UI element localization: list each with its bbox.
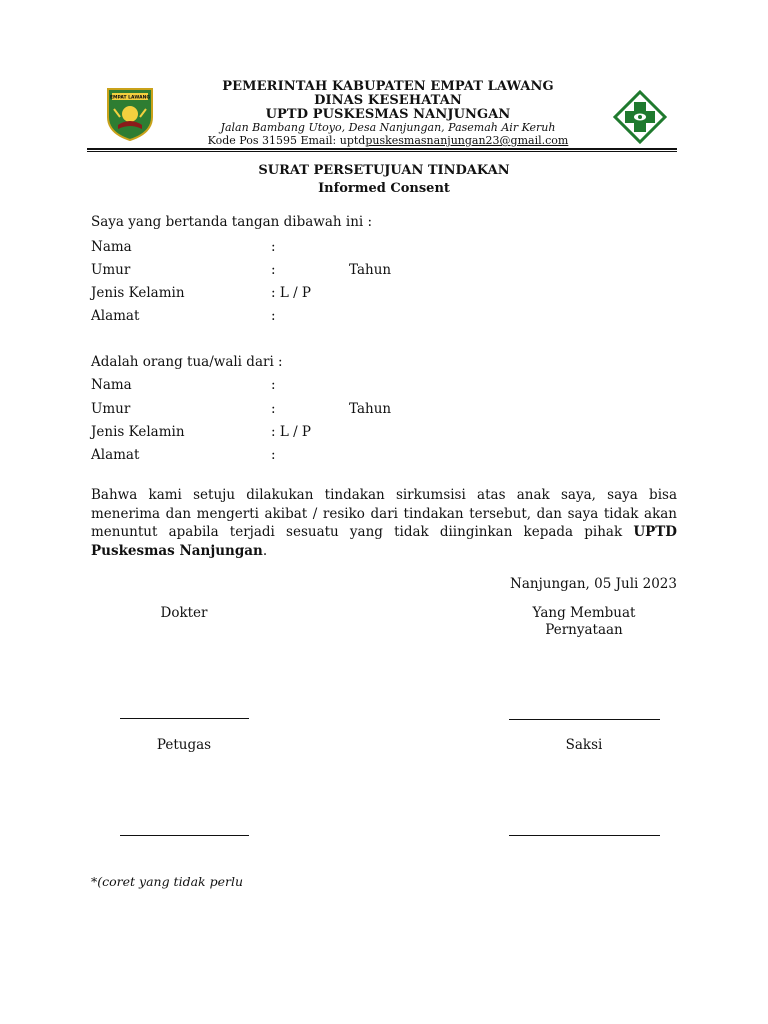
field-unit: Tahun [349, 262, 392, 278]
field-colon: : L / P [271, 285, 312, 301]
field-unit: Tahun [349, 401, 392, 417]
witness-signature-line [509, 835, 660, 836]
field-colon: : [271, 308, 276, 324]
regency-emblem-icon [106, 87, 154, 141]
signature-doctor-label: Dokter [160, 605, 208, 621]
postal-text: Kode Pos 31595 Email: uptd [207, 134, 366, 147]
field-label: Umur [91, 401, 131, 417]
footnote: *(coret yang tidak perlu [91, 874, 244, 889]
field-label: Alamat [91, 447, 140, 463]
doctor-signature-line [120, 718, 249, 719]
emblem-text: EMPAT LAWANG [109, 95, 151, 101]
field-label: Jenis Kelamin [91, 285, 185, 301]
field-label: Jenis Kelamin [91, 424, 185, 440]
signature-witness-label: Saksi [565, 737, 603, 753]
statement-text: Bahwa kami setuju dilakukan tindakan sirkumsisi atas anak saya, saya bisa menerima dan mengerti akibat / resiko dari tindakan tersebut, dan saya tidak akan menuntut apabila terjadi sesuatu yang tidak diinginkan kepada pihak [91, 487, 677, 540]
place-date: Nanjungan, 05 Juli 2023 [510, 576, 677, 592]
statement-end: . [262, 542, 268, 559]
signature-maker-label [504, 605, 664, 638]
statement-institution: UPTD Puskesmas Nanjungan [91, 524, 677, 559]
letterhead-contact [150, 134, 626, 147]
field-colon: : [271, 447, 276, 463]
maker-signature-line [509, 719, 660, 720]
signature-officer-label: Petugas [156, 737, 212, 753]
section1-intro: Saya yang bertanda tangan dibawah ini : [91, 214, 373, 230]
letterhead-rule-thin [87, 151, 677, 152]
field-colon: : [271, 401, 276, 417]
document-title: SURAT PERSETUJUAN TINDAKAN [258, 163, 510, 178]
letterhead-rule [87, 148, 677, 150]
field-colon: : L / P [271, 424, 312, 440]
field-label: Nama [91, 239, 132, 255]
field-colon: : [271, 262, 276, 278]
consent-statement [91, 486, 677, 560]
field-label: Umur [91, 262, 131, 278]
document-subtitle: Informed Consent [318, 181, 450, 196]
maker-line2: Pernyataan [545, 621, 623, 638]
field-label: Alamat [91, 308, 140, 324]
field-label: Nama [91, 377, 132, 393]
officer-signature-line [120, 835, 249, 836]
letterhead-department: DINAS KESEHATAN [314, 93, 462, 108]
letterhead-institution: UPTD PUSKESMAS NANJUNGAN [265, 107, 511, 122]
maker-line1: Yang Membuat [532, 605, 636, 621]
letterhead-address: Jalan Bambang Utoyo, Desa Nanjungan, Pasemah Air Keruh [220, 121, 556, 134]
field-colon: : [271, 377, 276, 393]
letterhead-government: PEMERINTAH KABUPATEN EMPAT LAWANG [222, 79, 554, 94]
email-link[interactable]: puskesmasnanjungan23@gmail.com [365, 134, 569, 147]
section2-intro: Adalah orang tua/wali dari : [91, 354, 283, 370]
field-colon: : [271, 239, 276, 255]
